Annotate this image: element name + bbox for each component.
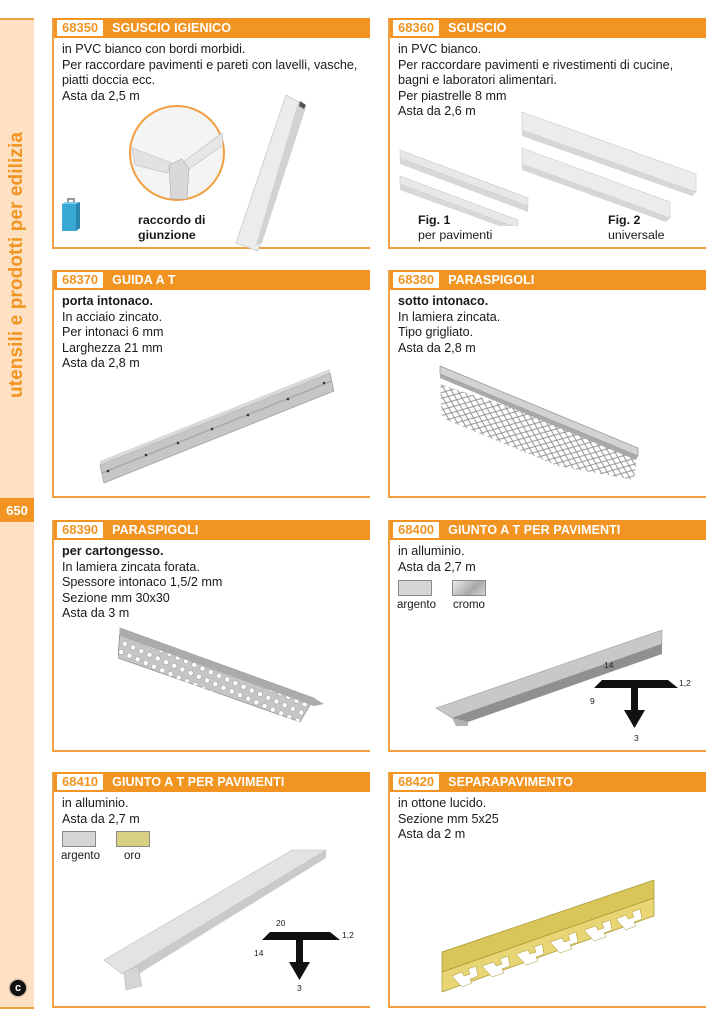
- desc-line: bagni e laboratori alimentari.: [398, 73, 557, 88]
- product-68350: [52, 18, 370, 249]
- product-header: [390, 270, 706, 290]
- junction-caption: [138, 213, 205, 243]
- product-title: SGUSCIO IGIENICO: [112, 21, 232, 35]
- desc-line: Spessore intonaco 1,5/2 mm: [62, 575, 223, 590]
- caption-line: raccordo di: [138, 213, 206, 227]
- finish-swatch-argento: [398, 580, 432, 596]
- product-description: [398, 544, 476, 575]
- caption-line: giunzione: [138, 228, 196, 242]
- product-68370: [52, 270, 370, 498]
- finish-swatch-oro: [116, 831, 150, 847]
- galvanized-t-guide-image: [98, 365, 338, 490]
- fig2-label: Fig. 2: [608, 213, 641, 227]
- finish-label: argento: [61, 850, 101, 862]
- dim-height: 9: [590, 696, 595, 706]
- desc-line: Asta da 2,7 m: [62, 811, 140, 826]
- product-code: 68370: [57, 272, 103, 288]
- product-header: [390, 18, 706, 38]
- product-description: [62, 42, 357, 104]
- dim-stem: 3: [297, 983, 302, 993]
- dim-width: 20: [276, 918, 286, 928]
- desc-line: Asta da 2,8 m: [398, 340, 476, 355]
- product-description: [398, 796, 499, 843]
- product-code: 68360: [393, 20, 439, 36]
- product-code: 68390: [57, 522, 103, 538]
- product-header: [390, 520, 706, 540]
- perforated-corner-bead-image: [118, 626, 338, 736]
- sidebar: [0, 18, 34, 1009]
- section-title: [0, 131, 34, 399]
- product-header: [54, 520, 370, 540]
- white-profile-icon: [232, 93, 312, 253]
- product-title: PARASPIGOLI: [112, 523, 199, 537]
- desc-line: In lamiera zincata forata.: [62, 559, 200, 574]
- desc-line: Per raccordare pavimenti e pareti con lavelli, vasche,: [62, 57, 358, 72]
- desc-line: Sezione mm 30x30: [62, 590, 170, 605]
- product-68380: [388, 270, 706, 498]
- product-title: GUIDA A T: [112, 273, 176, 287]
- desc-line: in ottone lucido.: [398, 796, 487, 810]
- desc-line: Asta da 2,7 m: [398, 559, 476, 574]
- product-68400: [388, 520, 706, 752]
- product-code: 68350: [57, 20, 103, 36]
- mesh-corner-bead-image: [438, 362, 648, 482]
- dim-width: 14: [604, 660, 614, 670]
- desc-line: Per piastrelle 8 mm: [398, 88, 507, 103]
- product-title: PARASPIGOLI: [448, 273, 535, 287]
- product-title: GIUNTO A T PER PAVIMENTI: [448, 523, 621, 537]
- product-header: [54, 270, 370, 290]
- blue-package-icon: [60, 196, 84, 232]
- desc-line: Asta da 2,6 m: [398, 104, 476, 119]
- desc-line: Asta da 3 m: [62, 606, 130, 621]
- desc-line: In acciaio zincato.: [62, 309, 163, 324]
- product-code: 68380: [393, 272, 439, 288]
- dim-height: 14: [254, 948, 264, 958]
- desc-line: in PVC bianco con bordi morbidi.: [62, 42, 246, 56]
- section-title-text: utensili e prodotti per edilizia: [6, 131, 28, 399]
- product-code: 68400: [393, 522, 439, 538]
- finish-swatch-argento: [62, 831, 96, 847]
- desc-line: Tipo grigliato.: [398, 325, 474, 340]
- product-description: [62, 544, 222, 622]
- product-68360: [388, 18, 706, 249]
- finish-swatch-cromo: [452, 580, 486, 596]
- fig2-text: universale: [608, 228, 665, 242]
- desc-line: in alluminio.: [398, 544, 465, 558]
- fig2-profile-image: [520, 108, 700, 228]
- desc-line: Asta da 2,8 m: [62, 356, 140, 371]
- fig1-caption: [418, 213, 492, 243]
- desc-line: Sezione mm 5x25: [398, 811, 499, 826]
- product-68420: [388, 772, 706, 1008]
- fig1-text: per pavimenti: [418, 228, 493, 242]
- c-logo-icon: c: [10, 980, 26, 996]
- desc-line: In lamiera zincata.: [398, 309, 501, 324]
- finish-label: cromo: [453, 599, 485, 611]
- fig1-label: Fig. 1: [418, 213, 451, 227]
- t-section-diagram-icon: [592, 678, 678, 730]
- desc-line: piatti doccia ecc.: [62, 73, 156, 88]
- product-title: SEPARAPAVIMENTO: [448, 775, 574, 789]
- junction-detail-icon: [127, 103, 227, 203]
- desc-line: Asta da 2 m: [398, 827, 466, 842]
- desc-line: Asta da 2,5 m: [62, 88, 140, 103]
- product-header: [54, 18, 370, 38]
- dim-thickness: 1,2: [342, 930, 354, 940]
- product-68410: [52, 772, 370, 1008]
- finish-label: argento: [397, 599, 437, 611]
- product-title: SGUSCIO: [448, 21, 507, 35]
- brass-floor-separator-image: [438, 880, 658, 1000]
- desc-line: in PVC bianco.: [398, 42, 482, 56]
- desc-line: Larghezza 21 mm: [62, 340, 163, 355]
- finish-label: oro: [124, 850, 141, 862]
- product-title: GIUNTO A T PER PAVIMENTI: [112, 775, 285, 789]
- desc-line: Per raccordare pavimenti e rivestimenti di cucine,: [398, 57, 674, 72]
- product-code: 68420: [393, 774, 439, 790]
- dim-stem: 3: [634, 733, 639, 743]
- product-68390: [52, 520, 370, 752]
- product-description: [398, 294, 500, 356]
- product-description: [62, 294, 164, 372]
- desc-bold-line: porta intonaco.: [62, 294, 153, 308]
- fig2-caption: [608, 213, 664, 243]
- desc-bold-line: sotto intonaco.: [398, 294, 489, 308]
- t-section-diagram-icon: [260, 930, 342, 982]
- product-header: [54, 772, 370, 792]
- product-description: [62, 796, 140, 827]
- dim-thickness: 1,2: [679, 678, 691, 688]
- page-number: 650: [0, 498, 34, 522]
- product-code: 68410: [57, 774, 103, 790]
- desc-line: in alluminio.: [62, 796, 129, 810]
- desc-bold-line: per cartongesso.: [62, 544, 164, 558]
- desc-line: Per intonaci 6 mm: [62, 325, 164, 340]
- product-header: [390, 772, 706, 792]
